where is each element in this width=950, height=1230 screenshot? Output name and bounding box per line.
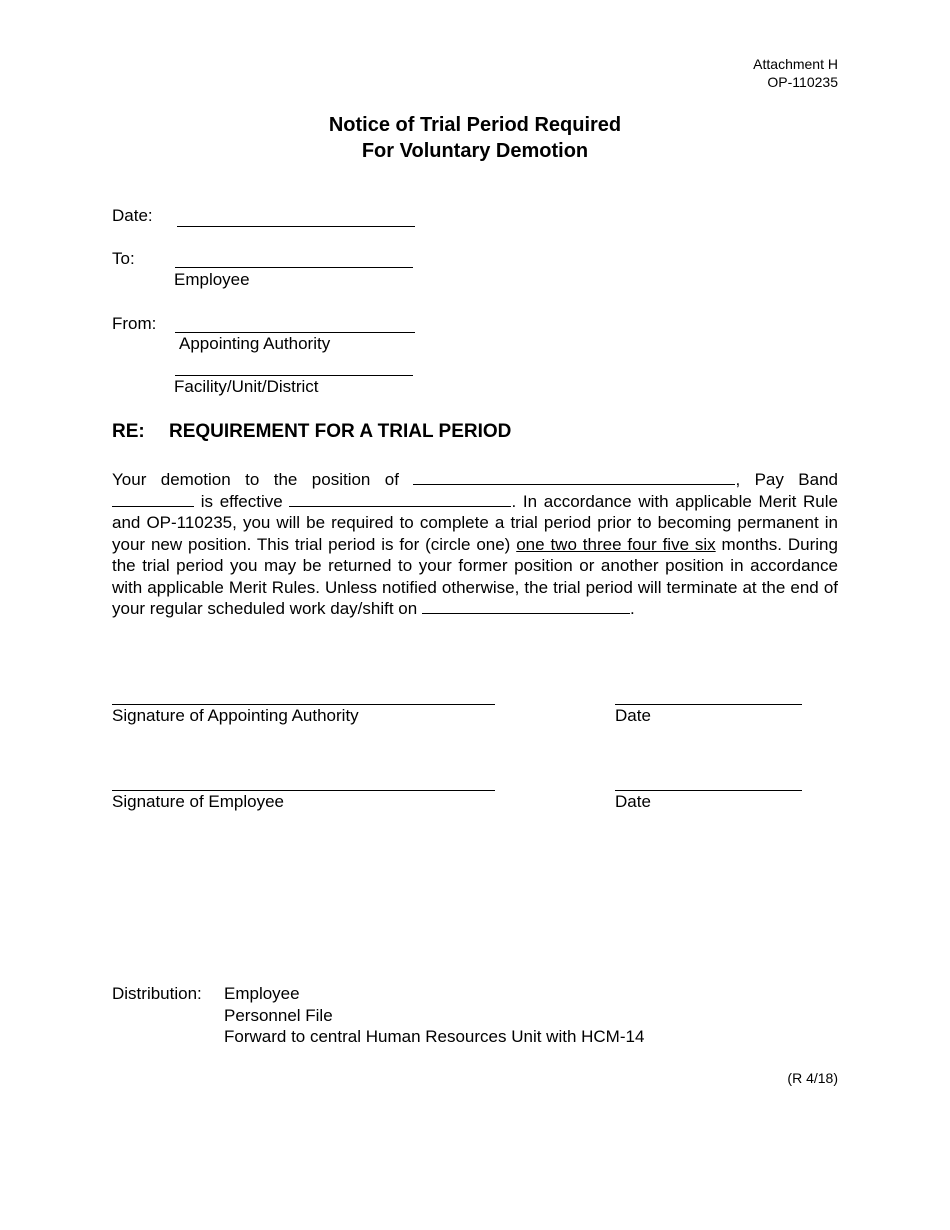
- re-label: RE:: [112, 421, 145, 442]
- revision-code: (R 4/18): [787, 1070, 838, 1086]
- authority-date-line[interactable]: [615, 704, 802, 705]
- body-text-2: , Pay Band: [735, 470, 839, 489]
- authority-date-label: Date: [615, 706, 651, 725]
- page-title: Notice of Trial Period Required: [328, 114, 622, 136]
- employee-signature-line[interactable]: [112, 790, 495, 791]
- distribution-item: Employee: [224, 984, 300, 1003]
- date-field[interactable]: [177, 226, 415, 227]
- from-caption: Appointing Authority: [179, 334, 331, 353]
- pay-band-field[interactable]: [112, 491, 194, 507]
- body-text-3: is effective: [200, 491, 283, 511]
- employee-date-line[interactable]: [615, 790, 802, 791]
- end-date-field[interactable]: [422, 598, 630, 614]
- body-text-4: . In accordance with applicable Merit Rule and OP-110235, you will be required to complete a trial period prior to becoming permanent in your new position. This trial period is for (circle one): [112, 491, 838, 554]
- position-field[interactable]: [413, 469, 735, 485]
- page-subtitle: For Voluntary Demotion: [361, 140, 589, 162]
- facility-caption: Facility/Unit/District: [174, 377, 319, 396]
- facility-field[interactable]: [175, 375, 413, 376]
- form-number: OP-110235: [767, 74, 838, 90]
- date-label: Date:: [112, 206, 153, 225]
- authority-signature-label: Signature of Appointing Authority: [112, 706, 359, 725]
- to-field[interactable]: [175, 267, 413, 268]
- employee-signature-label: Signature of Employee: [112, 792, 284, 811]
- body-text-1: Your demotion to the position of: [112, 470, 399, 489]
- attachment-label: Attachment H: [753, 56, 838, 72]
- to-label: To:: [112, 249, 135, 268]
- months-options[interactable]: one two three four five six: [516, 534, 716, 554]
- effective-date-field[interactable]: [289, 491, 511, 507]
- authority-signature-line[interactable]: [112, 704, 495, 705]
- distribution-item: Forward to central Human Resources Unit with HCM-14: [224, 1027, 645, 1046]
- to-caption: Employee: [174, 270, 250, 289]
- body-paragraph: [112, 469, 838, 620]
- body-text-6: .: [629, 599, 635, 618]
- from-label: From:: [112, 314, 157, 333]
- distribution-item: Personnel File: [224, 1006, 333, 1025]
- employee-date-label: Date: [615, 792, 651, 811]
- from-field[interactable]: [175, 332, 415, 333]
- body-text-5: months. During the trial period you may be returned to your former position or another position in accordance with applicable Merit Rules. Unless notified otherwise, the trial period will terminate at the end of your regular scheduled work day/shift on: [112, 534, 838, 618]
- re-subject: REQUIREMENT FOR A TRIAL PERIOD: [169, 421, 512, 442]
- distribution-label: Distribution:: [112, 984, 202, 1003]
